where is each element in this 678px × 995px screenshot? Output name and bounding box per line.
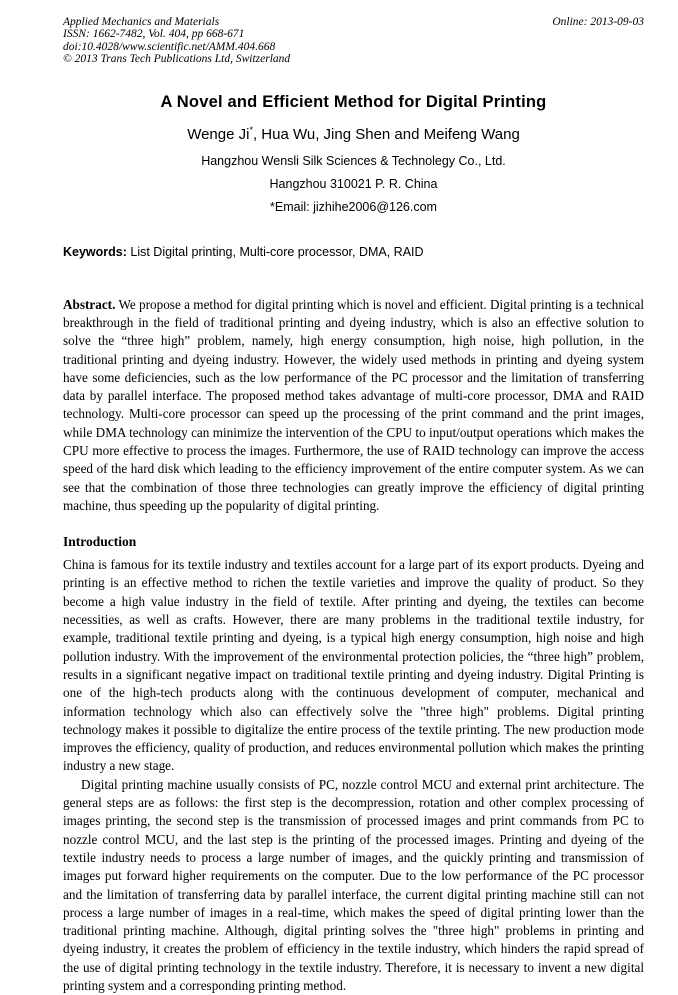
keywords-label: Keywords: — [63, 244, 127, 259]
online-date: Online: 2013-09-03 — [552, 16, 644, 28]
keywords-text: List Digital printing, Multi-core processor, DMA, RAID — [126, 244, 424, 259]
paper-title: A Novel and Efficient Method for Digital Printing — [160, 92, 547, 111]
affiliation-address: Hangzhou 310021 P. R. China — [269, 176, 438, 191]
abstract-text: We propose a method for digital printing which is novel and efficient. Digital printing is a technical breakthrough in the field of traditional printing and dyeing industry, which is also an effective solution to solve the “three high” problem, namely, high energy consumption, high noise, high pollution, in the traditional printing and dyeing industry. However, the widely used methods in printing and dyeing system have some deficiencies, such as the low performance of the PC processor and the limitation of transferring data by parallel interface. The proposed method takes advantage of multi-core processor, DMA and RAID technology. Multi-core processor can speed up the processing of the print command and the print images, while DMA technology can minimize the intervention of the CPU to input/output operations which makes the CPU more effective to process the images. Furthermore, the use of RAID technology can improve the access speed of the hard disk which leading to the efficiency improvement of the entire computer system. As we can see that the combination of those three technologies can greatly improve the efficiency of digital printing machine, thus speeding up the popularity of digital printing. — [63, 296, 644, 513]
abstract-label: Abstract. — [63, 296, 116, 312]
authors-line — [63, 125, 644, 143]
journal-doi-line: doi:10.4028/www.scientific.net/AMM.404.668 — [63, 40, 276, 53]
author-first: Wenge Ji — [187, 125, 250, 143]
affiliation-block — [63, 150, 644, 219]
introduction-paragraph-1: China is famous for its textile industry and textiles account for a large part of its export products. Dyeing and printing is an effective method to richen the textile varieties and improve the quality of product. So they become a high value industry in the field of textile. After printing and dyeing, the textiles can become necessities, as well as crafts. However, there are many problems in the traditional textile industry, for example, traditional textile printing and dyeing, is a typical high energy consumption, high noise and high pollution industry. With the improvement of the environmental protection policies, the “three high” problem, results in a significant negative impact on traditional textile printing and dyeing industry. Digital Printing is one of the high-tech products along with the continuous development of computer, mechanical and information technology which also can effectively solve the "three high" problems. Digital printing technology makes it possible to digitalize the entire process of the textile printing. The new production mode improves the efficiency, quality of production, and reduces environmental pollution which makes the printing industry a new stage. — [63, 557, 644, 774]
journal-header — [63, 16, 644, 66]
journal-title: Applied Mechanics and Materials — [63, 16, 220, 28]
section-heading-introduction: Introduction — [63, 534, 137, 550]
affiliation-company: Hangzhou Wensli Silk Sciences & Technolegy Co., Ltd. — [201, 153, 506, 168]
introduction-paragraph-2: Digital printing machine usually consists of PC, nozzle control MCU and external print architecture. The general steps are as follows: the first step is the decompression, rotation and other complex processing of images printing, the second step is the transmission of processed images and print commands from PC to nozzle control MCU, and the last step is the printing of the processed images. Printing and dyeing of the textile industry needs to process a large number of images, and the quickly printing and transmission of images put forward higher requirements on the computer. Due to the low performance of the PC processor and the limitation of transferring data by parallel interface, the current digital printing machine still can not process a large number of images in a real-time, which makes the speed of digital printing lower than the traditional printing machine. Although, digital printing solves the "three high" problems in printing and dyeing industry, it creates the problem of efficiency in the textile industry, which hinders the rapid spread of the use of digital printing technology in the textile industry. Therefore, it is necessary to invent a new digital printing system and a corresponding printing method. — [63, 776, 644, 994]
journal-issn-line: ISSN: 1662-7482, Vol. 404, pp 668-671 — [63, 28, 245, 41]
journal-copyright-line: © 2013 Trans Tech Publications Ltd, Switzerland — [63, 53, 291, 66]
keywords-line — [63, 245, 644, 259]
corresponding-author-marker: * — [249, 124, 253, 135]
authors-rest: , Hua Wu, Jing Shen and Meifeng Wang — [252, 125, 520, 143]
journal-info — [63, 16, 290, 66]
email-line: *Email: jizhihe2006@126.com — [270, 199, 437, 214]
abstract-paragraph — [63, 296, 644, 516]
